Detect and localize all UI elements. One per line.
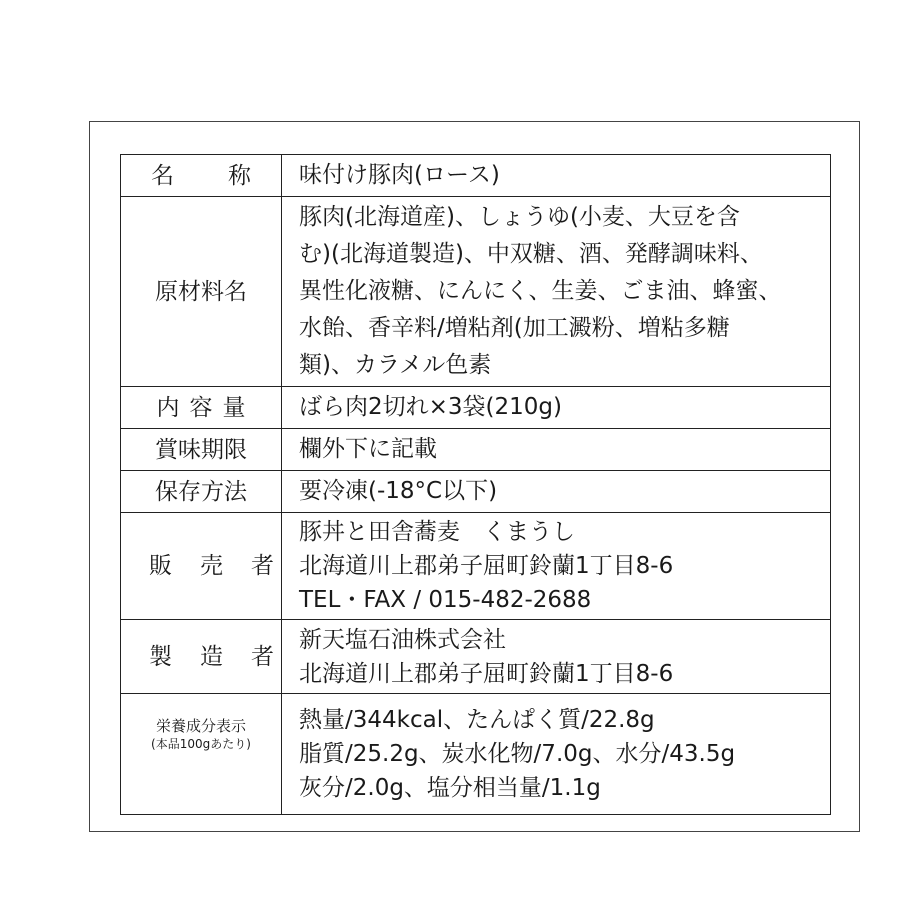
value-name: 味付け豚肉(ロース) xyxy=(282,155,831,197)
table-row-contents xyxy=(121,387,831,429)
value-contents: ばら肉2切れ×3袋(210g) xyxy=(282,387,831,429)
value-nutrition: 熱量/344kcal、たんぱく質/22.8g 脂質/25.2g、炭水化物/7.0g、水分/43.5g 灰分/2.0g、塩分相当量/1.1g xyxy=(282,694,831,815)
value-ingredients: 豚肉(北海道産)、しょうゆ(小麦、大豆を含 む)(北海道製造)、中双糖、酒、発酵調味料、 異性化液糖、にんにく、生姜、ごま油、蜂蜜、 水飴、香辛料/増粘剤(加工澱粉、増粘多糖 類)、カラメル色素 xyxy=(282,197,831,387)
header-storage: 保存方法 xyxy=(121,471,282,513)
value-storage: 要冷凍(-18°C以下) xyxy=(282,471,831,513)
table-row-manufacturer xyxy=(121,620,831,694)
table-row-storage xyxy=(121,471,831,513)
header-seller: 販売者 xyxy=(121,513,282,620)
table-row-name xyxy=(121,155,831,197)
header-best-before: 賞味期限 xyxy=(121,429,282,471)
nutrition-label: 栄養成分表示 xyxy=(155,717,246,735)
header-contents: 内容量 xyxy=(121,387,282,429)
value-seller: 豚丼と田舎蕎麦 くまうし 北海道川上郡弟子屈町鈴蘭1丁目8-6 TEL・FAX / 015-482-2688 xyxy=(282,513,831,620)
value-best-before: 欄外下に記載 xyxy=(282,429,831,471)
header-ingredients: 原材料名 xyxy=(121,197,282,387)
header-name: 名 称 xyxy=(121,155,282,197)
table-row-nutrition xyxy=(121,694,831,815)
table-row-best-before xyxy=(121,429,831,471)
value-manufacturer: 新天塩石油株式会社 北海道川上郡弟子屈町鈴蘭1丁目8-6 xyxy=(282,620,831,694)
table-row-seller xyxy=(121,513,831,620)
food-label-table xyxy=(120,154,831,815)
header-nutrition xyxy=(121,694,282,815)
header-manufacturer: 製造者 xyxy=(121,620,282,694)
table-row-ingredients xyxy=(121,197,831,387)
nutrition-sublabel: (本品100gあたり) xyxy=(151,737,251,751)
